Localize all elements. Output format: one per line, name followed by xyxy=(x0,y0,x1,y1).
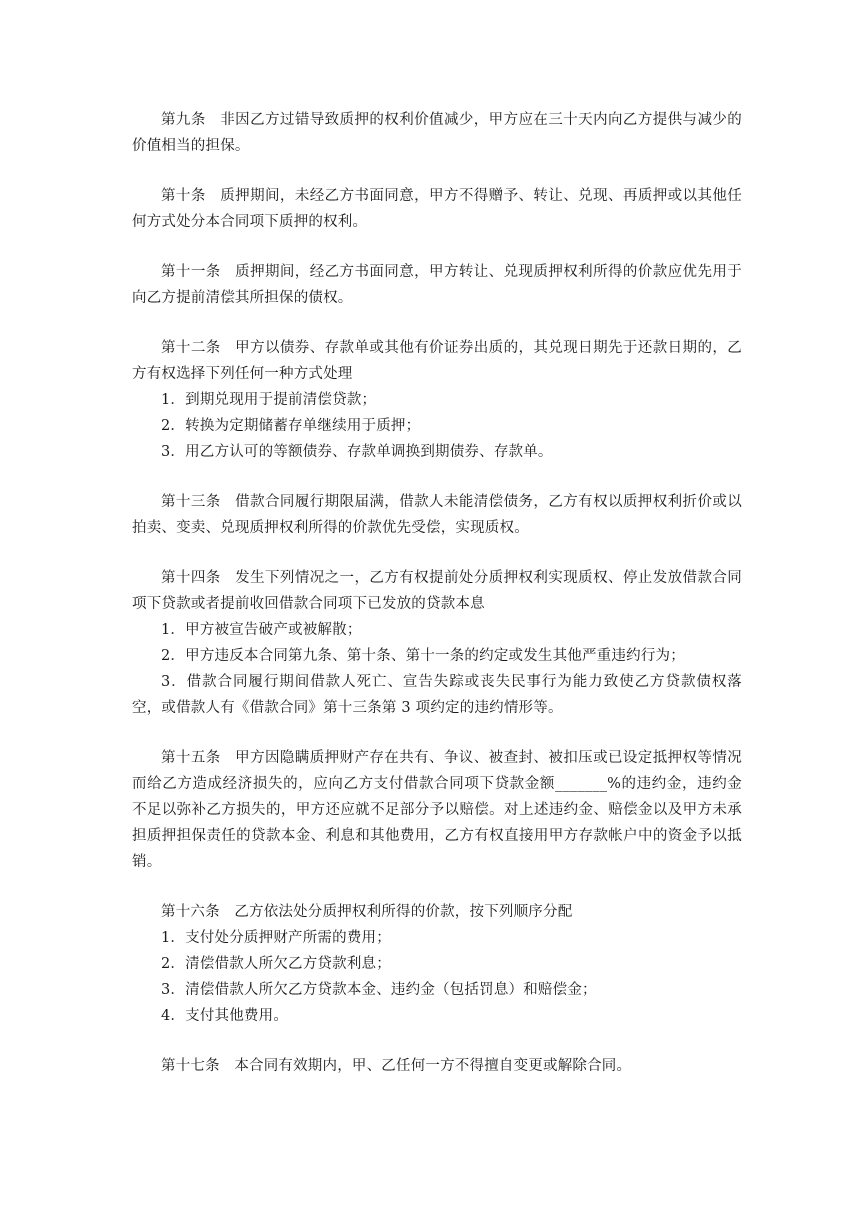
article-number: 第十七条 xyxy=(161,1058,220,1074)
list-item: 3．借款合同履行期间借款人死亡、宣告失踪或丧失民事行为能力致使乙方贷款债权落空，或借款人有《借款合同》第十三条第 3 项约定的违约情形等。 xyxy=(132,674,742,716)
article-text: 甲方因隐瞒质押财产存在共有、争议、被查封、被扣压或已设定抵押权等情况而给乙方造成经济损失的，应向乙方支付借款合同项下贷款金额_______%的违约金，违约金不足以弥补乙方损失的，甲方还应就不足部分予以赔偿。对上述违约金、赔偿金以及甲方未承担质押担保责任的贷款本金、利息和其他费用，乙方有权直接用甲方存款帐户中的资金予以抵销。 xyxy=(132,750,742,870)
article-11 xyxy=(132,259,742,311)
article-number: 第九条 xyxy=(161,112,206,128)
article-17 xyxy=(132,1053,742,1079)
article-text: 本合同有效期内，甲、乙任何一方不得擅自变更或解除合同。 xyxy=(234,1058,632,1074)
list-item: 2．转换为定期储蓄存单继续用于质押； xyxy=(161,418,421,434)
article-text: 质押期间，经乙方书面同意，甲方转让、兑现质押权利所得的价款应优先用于向乙方提前清偿其所担保的债权。 xyxy=(132,264,742,306)
article-16 xyxy=(132,899,742,1029)
article-number: 第十二条 xyxy=(161,340,221,356)
article-number: 第十三条 xyxy=(161,494,221,510)
article-text: 借款合同履行期限届满，借款人未能清偿债务，乙方有权以质押权利折价或以拍卖、变卖、兑现质押权利所得的价款优先受偿，实现质权。 xyxy=(132,494,742,536)
list-item: 1．到期兑现用于提前清偿贷款； xyxy=(161,392,377,408)
article-paragraph xyxy=(132,565,742,617)
article-number: 第十五条 xyxy=(161,750,221,766)
list-item: 1．支付处分质押财产所需的费用； xyxy=(161,930,391,946)
article-number: 第十四条 xyxy=(161,570,221,586)
article-paragraph xyxy=(132,107,742,159)
article-paragraph xyxy=(132,899,742,925)
article-15 xyxy=(132,745,742,875)
article-text: 质押期间，未经乙方书面同意，甲方不得赠予、转让、兑现、再质押或以其他任何方式处分本合同项下质押的权利。 xyxy=(132,188,742,230)
article-10 xyxy=(132,183,742,235)
article-text: 甲方以债券、存款单或其他有价证券出质的，其兑现日期先于还款日期的，乙方有权选择下列任何一种方式处理 xyxy=(132,340,742,382)
article-14 xyxy=(132,565,742,721)
document-body xyxy=(132,107,742,1103)
list-item: 3．用乙方认可的等额债券、存款单调换到期债券、存款单。 xyxy=(161,444,553,460)
article-paragraph xyxy=(132,183,742,235)
list-item: 2．甲方违反本合同第九条、第十条、第十一条的约定或发生其他严重违约行为； xyxy=(161,648,685,664)
article-number: 第十一条 xyxy=(161,264,221,280)
article-13 xyxy=(132,489,742,541)
article-text: 非因乙方过错导致质押的权利价值减少，甲方应在三十天内向乙方提供与减少的价值相当的担保。 xyxy=(132,112,742,154)
list-item: 4．支付其他费用。 xyxy=(161,1008,289,1024)
article-text: 发生下列情况之一，乙方有权提前处分质押权利实现质权、停止发放借款合同项下贷款或者提前收回借款合同项下已发放的贷款本息 xyxy=(132,570,742,612)
article-paragraph xyxy=(132,335,742,387)
article-12 xyxy=(132,335,742,465)
article-paragraph xyxy=(132,745,742,875)
article-paragraph xyxy=(132,259,742,311)
list-item: 1．甲方被宣告破产或被解散； xyxy=(161,622,362,638)
article-number: 第十条 xyxy=(161,188,206,204)
article-paragraph xyxy=(132,489,742,541)
article-9 xyxy=(132,107,742,159)
list-item: 2．清偿借款人所欠乙方贷款利息； xyxy=(161,956,391,972)
article-number: 第十六条 xyxy=(161,904,220,920)
article-paragraph xyxy=(132,1053,742,1079)
list-item: 3．清偿借款人所欠乙方贷款本金、违约金（包括罚息）和赔偿金； xyxy=(161,982,597,998)
article-text: 乙方依法处分质押权利所得的价款，按下列顺序分配 xyxy=(234,904,573,920)
